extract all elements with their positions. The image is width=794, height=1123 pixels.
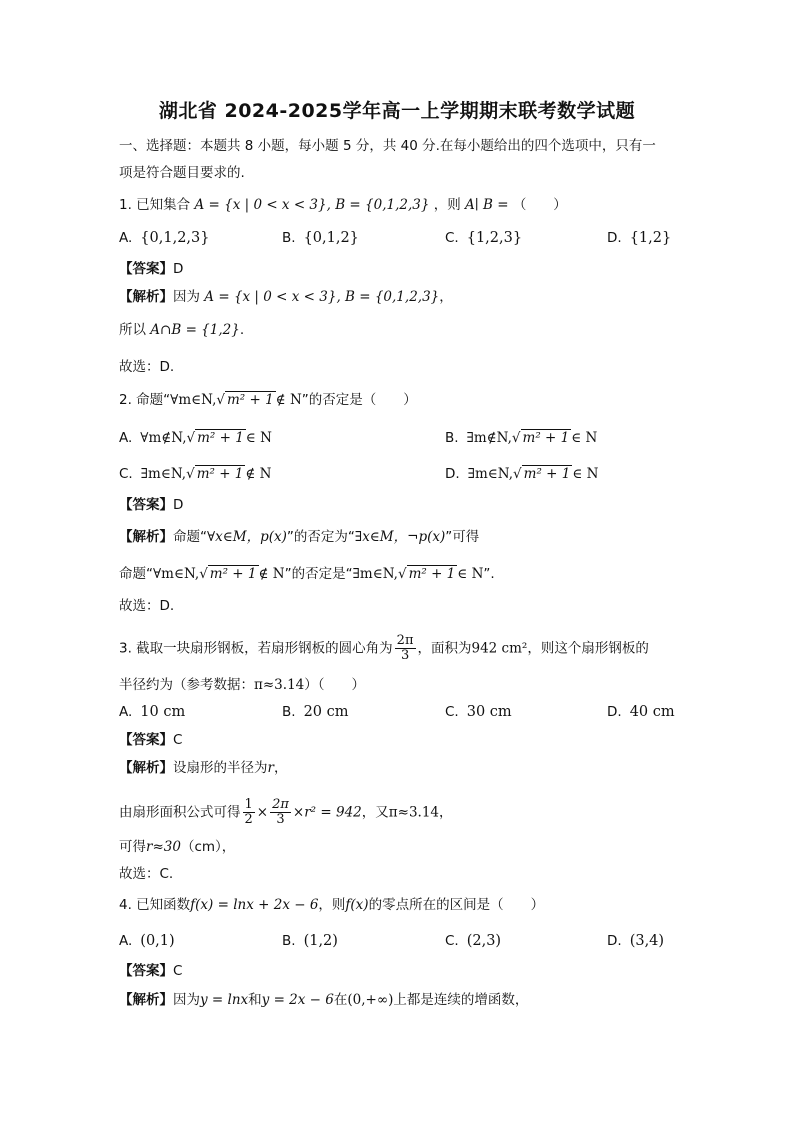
q2-analysis-2 xyxy=(119,565,495,583)
q2-option-c-radicand: m² + 1 xyxy=(196,466,244,482)
q3-angle-fraction xyxy=(395,634,416,663)
q3-option-b-label: B. xyxy=(282,704,296,720)
section-instruction-line-2: 项是符合题目要求的. xyxy=(119,165,245,181)
q1-stem-math: A = {x | 0 < x < 3}, B = {0,1,2,3} xyxy=(194,197,430,213)
q4-option-b-value: (1,2) xyxy=(303,933,338,949)
q3-fraction-angle xyxy=(270,798,291,827)
section-instruction-line-1: 一、选择题：本题共 8 小题，每小题 5 分，共 40 分.在每小题给出的四个选项中，只有一 xyxy=(119,138,656,154)
q3-reference-value: π≈3.14 xyxy=(254,677,305,693)
q2-option-b-radicand: m² + 1 xyxy=(522,430,570,446)
q4-analysis-and: 和 xyxy=(248,992,262,1008)
q4-analysis-text: 因为 xyxy=(173,992,200,1008)
q4-option-d-label: D. xyxy=(607,933,622,949)
q3-option-d xyxy=(607,703,675,721)
q2-analysis-2-text-b: ”的否定是“ xyxy=(284,566,353,582)
q2-option-d-rel: ∈ N xyxy=(572,466,599,482)
q3-analysis-3 xyxy=(119,838,235,856)
q3-answer xyxy=(119,731,182,749)
q2-stem xyxy=(119,391,417,409)
q3-analysis-punct: ， xyxy=(273,760,288,776)
q3-option-c xyxy=(445,703,512,721)
q2-option-b-label: B. xyxy=(445,430,459,446)
q3-option-c-label: C. xyxy=(445,704,459,720)
q2-analysis-2-math-1b: ∉ N xyxy=(258,566,285,582)
q4-stem-text-2: ，则 xyxy=(318,897,346,913)
q3-stem-line-2-text: 半径约为（参考数据： xyxy=(119,677,254,693)
q4-stem-math: f(x) = lnx + 2x − 6 xyxy=(190,897,319,913)
q4-option-c-label: C. xyxy=(445,933,459,949)
q3-option-c-value: 30 cm xyxy=(466,704,512,720)
q2-option-b-sqrt: √ m² + 1 xyxy=(511,430,570,446)
q3-analysis-3-unit: （cm）， xyxy=(180,839,236,855)
q3-answer-tag: 【答案】 xyxy=(119,732,173,748)
q4-stem xyxy=(119,896,544,914)
q4-answer-value: C xyxy=(173,963,183,979)
q3-stem-line-1 xyxy=(119,634,649,663)
q1-option-a-value: {0,1,2,3} xyxy=(140,230,210,246)
q1-option-c xyxy=(445,229,522,247)
q2-analysis-2-math-1: ∀m∈N, xyxy=(153,566,200,582)
q2-analysis-2-math-2: ∃m∈N, xyxy=(352,566,398,582)
q2-analysis-math-1: ∀x∈M，p(x) xyxy=(207,529,287,545)
q3-angle-denominator: 3 xyxy=(400,648,410,663)
q2-option-c-sqrt: √ m² + 1 xyxy=(186,466,244,482)
q3-option-d-value: 40 cm xyxy=(629,704,675,720)
q1-option-b xyxy=(282,229,359,247)
q4-stem-text: 4. 已知函数 xyxy=(119,897,191,913)
q4-option-b-label: B. xyxy=(282,933,296,949)
q1-option-b-label: B. xyxy=(282,230,296,246)
q1-analysis-text: 因为 xyxy=(173,289,200,305)
q3-analysis-2-text: 由扇形面积公式可得 xyxy=(119,804,241,821)
q3-analysis-3-text: 可得 xyxy=(119,839,146,855)
q3-analysis-2-punct: ， xyxy=(439,804,453,821)
q2-option-a xyxy=(119,429,272,447)
q4-analysis-math-2: y = 2x − 6 xyxy=(261,992,334,1008)
q1-option-d-value: {1,2} xyxy=(629,230,672,246)
q2-analysis-text-b: ”的否定为“ xyxy=(286,529,355,545)
q4-option-a xyxy=(119,932,175,950)
q1-analysis-2-punct: . xyxy=(239,322,245,338)
q4-analysis-1 xyxy=(119,991,528,1009)
q2-answer xyxy=(119,496,183,514)
q2-analysis-1 xyxy=(119,528,479,546)
q1-stem xyxy=(119,196,567,214)
q4-option-a-label: A. xyxy=(119,933,133,949)
q4-answer-tag: 【答案】 xyxy=(119,963,173,979)
q1-conclusion: 故选：D. xyxy=(119,359,175,375)
q3-analysis-1 xyxy=(119,759,287,777)
q3-option-b xyxy=(282,703,349,721)
q2-conclusion: 故选：D. xyxy=(119,598,175,614)
q3-option-b-value: 20 cm xyxy=(303,704,349,720)
q4-stem-text-3: 的零点所在的区间是（ ） xyxy=(368,897,545,913)
q2-option-a-sqrt: √ m² + 1 xyxy=(186,430,244,446)
q4-analysis-math-1: y = lnx xyxy=(200,992,249,1008)
q2-stem-text-2: ”的否定是（ ） xyxy=(301,392,417,408)
q3-analysis-2 xyxy=(119,798,453,827)
q1-stem-text: 1. 已知集合 xyxy=(119,197,191,213)
q2-analysis-text-c: ”可得 xyxy=(445,529,480,545)
q1-option-d-label: D. xyxy=(607,230,622,246)
q2-analysis-2-text-a: 命题“ xyxy=(119,566,153,582)
q1-analysis-2-text: 所以 xyxy=(119,322,146,338)
q3-conclusion: 故选：C. xyxy=(119,866,174,882)
q4-analysis-tag: 【解析】 xyxy=(119,992,173,1008)
q3-answer-value: C xyxy=(173,732,183,748)
q2-stem-math: ∀m∈N, xyxy=(170,392,217,408)
q2-option-d-sqrt: √ m² + 1 xyxy=(513,466,571,482)
q3-fraction-half xyxy=(243,798,255,827)
q3-analysis-tag: 【解析】 xyxy=(119,760,173,776)
q3-stem-text-2: ，面积为 xyxy=(417,640,472,657)
q2-option-a-radicand: m² + 1 xyxy=(197,430,244,446)
q1-stem-text-2: ，则 xyxy=(433,197,461,213)
q4-option-d-value: (3,4) xyxy=(629,933,665,949)
q2-option-c-quant: ∃m∈N, xyxy=(140,466,187,482)
q2-option-c-rel: ∉ N xyxy=(245,466,272,482)
q2-analysis-2-radicand-1: m² + 1 xyxy=(209,566,257,582)
q2-stem-text: 2. 命题“ xyxy=(119,392,171,408)
q1-analysis-2 xyxy=(119,321,244,339)
q3-times-sign: × xyxy=(256,804,269,821)
q4-option-d xyxy=(607,932,664,950)
q3-stem-line-2 xyxy=(119,676,365,694)
q2-analysis-text-a: 命题“ xyxy=(173,529,207,545)
q1-answer-value: D xyxy=(173,261,184,277)
q3-analysis-text: 设扇形的半径为 xyxy=(173,760,268,776)
q3-option-d-label: D. xyxy=(607,704,622,720)
q2-option-d-radicand: m² + 1 xyxy=(523,466,571,482)
q3-stem-line-2-paren: ）（ ） xyxy=(304,677,365,693)
q4-option-c-value: (2,3) xyxy=(466,933,502,949)
q1-option-a xyxy=(119,229,209,247)
q2-option-d-quant: ∃m∈N, xyxy=(467,466,514,482)
q3-fraction-angle-numerator: 2π xyxy=(272,797,289,812)
q2-analysis-tag: 【解析】 xyxy=(119,529,173,545)
q1-answer-tag: 【答案】 xyxy=(119,261,173,277)
q2-option-b xyxy=(445,429,597,447)
q4-stem-math-2: f(x) xyxy=(345,897,369,913)
q3-angle-numerator: 2π xyxy=(396,633,414,648)
q4-option-b xyxy=(282,932,338,950)
q4-option-c xyxy=(445,932,501,950)
q3-fraction-half-denominator: 2 xyxy=(244,812,253,827)
q3-analysis-2-ref: π≈3.14 xyxy=(388,804,440,821)
q2-analysis-math-2: ∃x∈M，¬p(x) xyxy=(354,529,446,545)
q2-option-d xyxy=(445,465,598,483)
page-title: 湖北省 2024-2025学年高一上学期期末联考数学试题 xyxy=(158,100,636,122)
q3-stem-text-3: ，则这个扇形钢板的 xyxy=(527,640,649,657)
q3-fraction-half-numerator: 1 xyxy=(244,797,253,812)
q2-stem-sqrt: √ m² + 1 xyxy=(216,392,274,408)
q3-analysis-3-math: r≈30 xyxy=(146,839,181,855)
q3-option-a-label: A. xyxy=(119,704,133,720)
q1-option-b-value: {0,1,2} xyxy=(303,230,359,246)
q2-analysis-2-text-c: ”. xyxy=(483,566,495,582)
q3-fraction-angle-denominator: 3 xyxy=(276,812,285,827)
q4-option-a-value: (0,1) xyxy=(140,933,175,949)
q3-option-a xyxy=(119,703,185,721)
q3-area: 942 cm² xyxy=(471,640,528,657)
q2-option-a-label: A. xyxy=(119,430,133,446)
q2-analysis-2-sqrt-2: √ m² + 1 xyxy=(397,566,456,582)
q2-stem-math-2: ∉ N xyxy=(275,392,302,408)
q2-option-b-rel: ∈ N xyxy=(571,430,598,446)
q2-answer-tag: 【答案】 xyxy=(119,497,173,513)
q2-answer-value: D xyxy=(173,497,184,513)
q2-analysis-2-sqrt-1: √ m² + 1 xyxy=(199,566,257,582)
q4-analysis-math-3: (0,+∞) xyxy=(347,992,394,1008)
q1-option-d xyxy=(607,229,671,247)
q3-stem-text: 3. 截取一块扇形钢板，若扇形钢板的圆心角为 xyxy=(119,640,393,657)
q1-analysis-1 xyxy=(119,288,453,306)
q2-stem-radicand: m² + 1 xyxy=(226,392,274,408)
q1-analysis-2-math: A∩B = {1,2} xyxy=(150,322,240,338)
q3-option-a-value: 10 cm xyxy=(140,704,186,720)
q1-answer xyxy=(119,260,183,278)
q3-equation-tail: ×r² = 942 xyxy=(292,804,362,821)
q2-option-a-quant: ∀m∉N, xyxy=(140,430,187,446)
q2-option-b-quant: ∃m∉N, xyxy=(466,430,512,446)
q3-analysis-2-mid: ，又 xyxy=(361,804,389,821)
q2-analysis-2-math-2b: ∈ N xyxy=(457,566,484,582)
q1-analysis-punct: ， xyxy=(439,289,453,305)
q4-analysis-text-2: 上都是连续的增函数， xyxy=(393,992,529,1008)
q1-stem-paren: （ ） xyxy=(512,197,567,213)
q2-option-c-label: C. xyxy=(119,466,133,482)
q2-option-c xyxy=(119,465,272,483)
q4-analysis-in: 在 xyxy=(333,992,348,1008)
q4-answer xyxy=(119,962,182,980)
q2-option-a-rel: ∈ N xyxy=(245,430,272,446)
q2-analysis-2-radicand-2: m² + 1 xyxy=(408,566,456,582)
q1-option-c-value: {1,2,3} xyxy=(466,230,523,246)
q1-analysis-math: A = {x | 0 < x < 3}, B = {0,1,2,3} xyxy=(204,289,440,305)
q1-stem-math-2: A∣ B = xyxy=(465,197,509,213)
q1-option-a-label: A. xyxy=(119,230,133,246)
q1-option-c-label: C. xyxy=(445,230,459,246)
q3-analysis-math: r xyxy=(267,760,274,776)
q1-analysis-tag: 【解析】 xyxy=(119,289,173,305)
q2-option-d-label: D. xyxy=(445,466,460,482)
